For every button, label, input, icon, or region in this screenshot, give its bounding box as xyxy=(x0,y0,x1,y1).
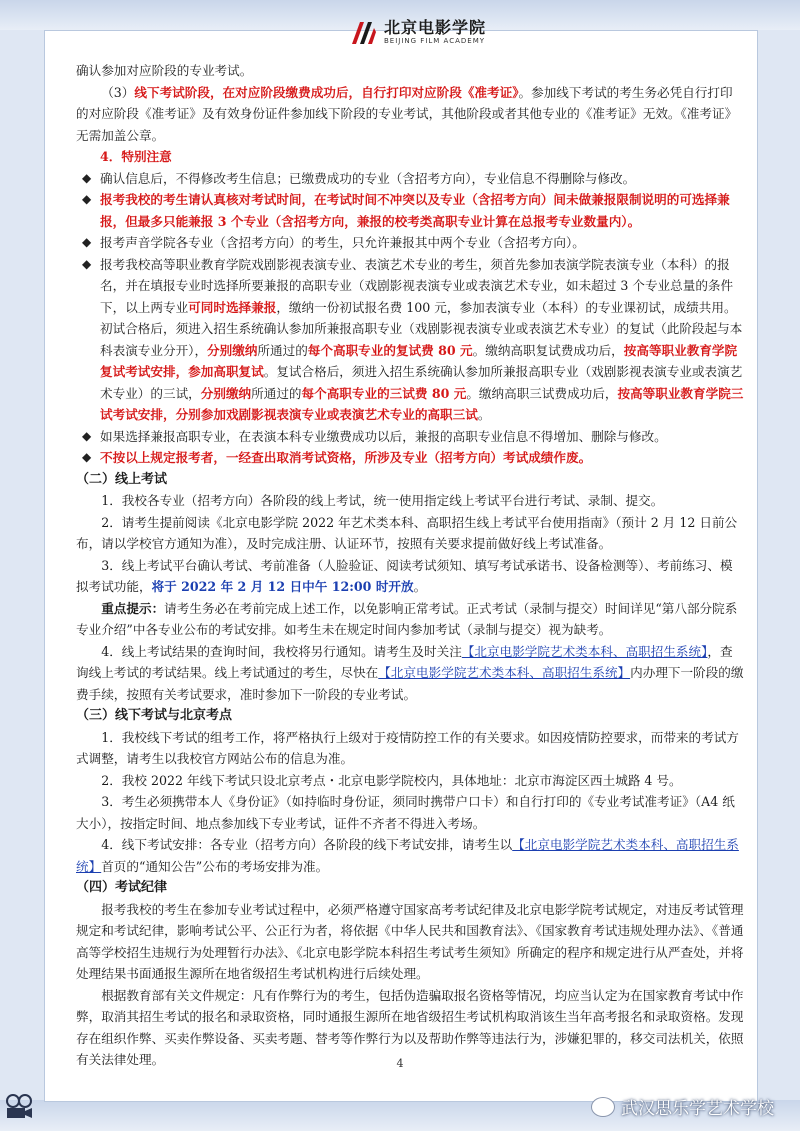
heading-special-notes: 4．特别注意 xyxy=(100,149,172,164)
paragraph: 4．线上考试结果的查询时间，我校将另行通知。请考生及时关注【北京电影学院艺术类本科、高职招生系统】，查询线上考试的考试结果。线上考试通过的考生，尽快在【北京电影学院艺术类本科、高职招生系统】内办理下一阶段的缴费手续，按照有关考试要求，准时参加下一阶段的专业考试。 xyxy=(76,643,744,702)
paragraph: 1．我校各专业（招考方向）各阶段的线上考试，统一使用指定线上考试平台进行考试、录制、提交。 xyxy=(101,493,664,508)
bullet-item: ◆ 报考我校高等职业教育学院戏剧影视表演专业、表演艺术专业的考生，须首先参加表演学院表演专业（本科）的报名，并在填报专业时选择所要兼报的高职专业（戏剧影视表演专业或表演艺术专业，如未超过 3 个专业总量的条件下，以上两专业可同时选择兼报，缴纳一份初试报名费 100 元，参加表演专业（本科）的专业课初试，成绩共用。初试合格后，须进入招生系统确认参加所兼报高职专业（戏剧影视表演专业或表演艺术专业）的复试（此阶段起与本科表演专业分开），分别缴纳所通过的每个高职专业的复试费 80 元。缴纳高职复试费成功后，按高等职业教育学院复试考试安排，参加高职复试。复试合格后，须进入招生系统确认参加所兼报高职专业（戏剧影视表演专业或表演艺术专业）的三试，分别缴纳所通过的每个高职专业的三试费 80 元。缴纳高职三试费成功后，按高等职业教育学院三试考试安排，分别参加戏剧影视表演专业或表演艺术专业的高职三试。 xyxy=(76,254,744,426)
paragraph-key-note: 重点提示：请考生务必在考前完成上述工作，以免影响正常考试。正式考试（录制与提交）时间详见“第八部分院系专业介绍”中各专业公布的考试安排。如考生未在规定时间内参加考试（录制与提交）视为缺考。 xyxy=(76,600,738,637)
film-academy-logo-icon xyxy=(350,18,378,46)
bullet-item: ◆ 确认信息后，不得修改考生信息；已缴费成功的专业（含招考方向），专业信息不得删除与修改。 xyxy=(76,168,744,190)
admission-system-link[interactable]: 【北京电影学院艺术类本科、高职招生系统】 xyxy=(461,643,708,659)
section-title-exam-discipline: （四）考试纪律 xyxy=(76,880,168,895)
bullet-item: ◆ 报考声音学院各专业（含招考方向）的考生，只允许兼报其中两个专业（含招考方向）。 xyxy=(76,232,744,254)
section-title-online-exam: （二）线上考试 xyxy=(76,471,168,487)
paragraph: 3．考生必须携带本人《身份证》（如持临时身份证，须同时携带户口卡）和自行打印的《专业考试准考证》（A4 纸大小），按指定时间、地点参加线下专业考试，证件不齐者不得进入考场。 xyxy=(76,794,735,831)
admission-system-link[interactable]: 【北京电影学院艺术类本科、高职招生系统】 xyxy=(378,665,631,680)
paragraph-continuation: 确认参加对应阶段的专业考试。 xyxy=(76,63,253,78)
paragraph: 2．我校 2022 年线下考试只设北京考点・北京电影学院校内，具体地址：北京市海淀区西土城路 4 号。 xyxy=(101,772,682,788)
logo-chinese-name: 北京电影学院 xyxy=(384,17,487,37)
page-number: 4 xyxy=(396,1057,404,1070)
wechat-icon xyxy=(591,1097,615,1117)
bullet-item: ◆ 不按以上规定报考者，一经查出取消考试资格，所涉及专业（招考方向）考试成绩作废。 xyxy=(76,447,744,469)
logo-english-name: BEIJING FILM ACADEMY xyxy=(384,36,486,45)
paragraph: 根据教育部有关文件规定：凡有作弊行为的考生，包括伪造骗取报名资格等情况，均应当认定为在国家教育考试中作弊，取消其招生考试的报名和录取资格，同时通报生源所在地省级招生考试机构取消该生当年高考报名和录取资格。发现存在组织作弊、买卖作弊设备、买卖考题、替考等作弊行为以及帮助作弊等违法行为，涉嫌犯罪的，移交司法机关，依照有关法律处理。 xyxy=(76,987,744,1067)
document-body xyxy=(76,60,744,1071)
paragraph: 3．线上考试平台确认考试、考前准备（人脸验证、阅读考试须知、填写考试承诺书、设备检测等）、考前练习、模拟考试功能，将于 2022 年 2 月 12 日中午 12:00 时开放。 xyxy=(76,557,733,594)
paragraph: 1．我校线下考试的组考工作，将严格执行上级对于疫情防控工作的有关要求。如因疫情防控要求，而带来的考试方式调整，请考生以我校官方网站公布的信息为准。 xyxy=(76,729,739,766)
bullet-item: ◆ 如果选择兼报高职专业，在表演本科专业缴费成功以后，兼报的高职专业信息不得增加、删除与修改。 xyxy=(76,426,744,448)
paragraph: 2．请考生提前阅读《北京电影学院 2022 年艺术类本科、高职招生线上考试平台使用指南》（预计 2 月 12 日前公布，请以学校官方通知为准），及时完成注册、认证环节，按照有关要求提前做好线上考试准备。 xyxy=(76,514,738,551)
header-logo xyxy=(350,14,486,50)
admission-system-link[interactable]: 【北京电影学院艺术类本科、高职招生系统】 xyxy=(76,837,739,874)
bullet-item: ◆ 报考我校的考生请认真核对考试时间，在考试时间不冲突以及专业（含招考方向）间未做兼报限制说明的可选择兼报，但最多只能兼报 3 个专业（含招考方向，兼报的校考类高职专业计算在总报考专业数量内）。 xyxy=(76,189,744,232)
paragraph: 4．线下考试安排：各专业（招考方向）各阶段的线下考试安排，请考生以【北京电影学院艺术类本科、高职招生系统】首页的“通知公告”公布的考场安排为准。 xyxy=(76,837,739,874)
film-camera-icon xyxy=(4,1092,34,1122)
source-watermark: 武汉思乐学艺术学校 xyxy=(591,1094,774,1119)
paragraph: 报考我校的考生在参加专业考试过程中，必须严格遵守国家高考考试纪律及北京电影学院考试规定，对违反考试管理规定和考试纪律，影响考试公平、公正行为者，将依据《中华人民共和国教育法》、《国家教育考试违规处理办法》、《普通高等学校招生违规行为处理暂行办法》、《北京电影学院本科招生考试考生须知》所确定的程序和规定进行从严查处，并将处理结果书面通报生源所在地省级招生考试机构进行后续处理。 xyxy=(76,901,744,981)
section-title-offline-exam: （三）线下考试与北京考点 xyxy=(76,708,233,723)
paragraph-offline-admission: （3）线下考试阶段，在对应阶段缴费成功后，自行打印对应阶段《准考证》。参加线下考试的考生务必凭自行打印的对应阶段《准考证》及有效身份证件参加线下阶段的专业考试，其他阶段或者其他专业的《准考证》无效。《准考证》无需加盖公章。 xyxy=(76,84,738,143)
